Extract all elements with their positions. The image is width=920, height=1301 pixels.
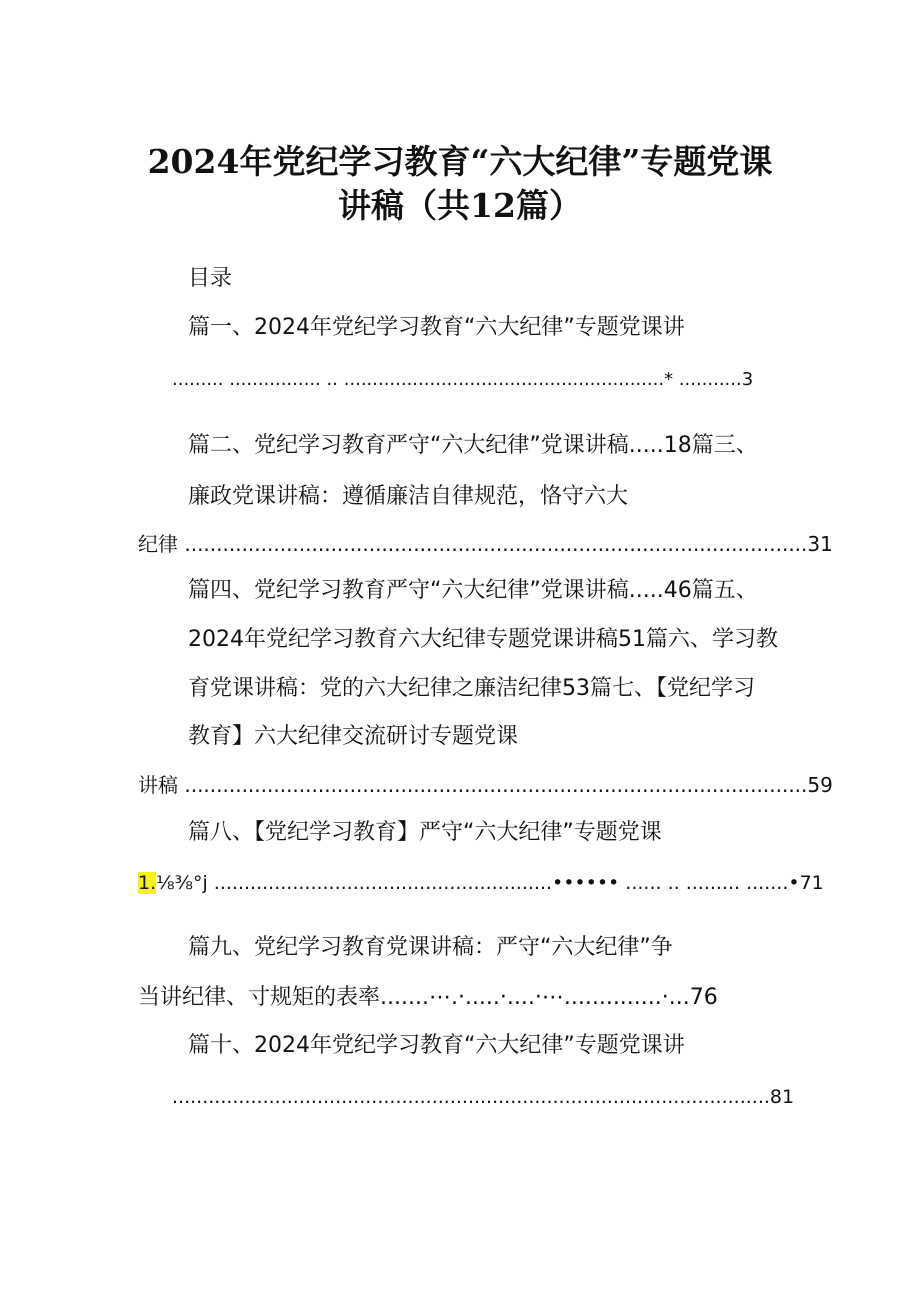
toc-line-7: 育党课讲稿：党的六大纪律之廉洁纪律53篇七、【党纪学习 bbox=[188, 676, 755, 701]
toc-line-13: 当讲纪律、寸规矩的表率.......⋯.·.....·....·⋯..............·...76 bbox=[138, 985, 718, 1010]
toc-line-10: 篇八、【党纪学习教育】严守“六大纪律”专题党课 bbox=[188, 820, 662, 845]
toc-line-11 bbox=[138, 868, 824, 898]
toc-dots-line-14: ...................................................................................................81 bbox=[172, 1086, 795, 1108]
document-title-line-1: 2024年党纪学习教育“六大纪律”专题党课 bbox=[147, 142, 773, 181]
toc-line-5: 篇四、党纪学习教育严守“六大纪律”党课讲稿.....46篇五、 bbox=[188, 578, 758, 603]
toc-line-12: 篇九、党纪学习教育党课讲稿：严守“六大纪律”争 bbox=[188, 935, 673, 960]
toc-line-1: 篇一、2024年党纪学习教育“六大纪律”专题党课讲 bbox=[188, 315, 685, 340]
toc-line-2: 篇二、党纪学习教育严守“六大纪律”党课讲稿.....18篇三、 bbox=[188, 433, 758, 458]
toc-dots-line-1: ......... ................ .. ........................................................* ...........3 bbox=[172, 369, 754, 390]
toc-line-6: 2024年党纪学习教育六大纪律专题党课讲稿51篇六、学习教 bbox=[188, 627, 778, 652]
highlighted-number: 1. bbox=[138, 872, 157, 894]
toc-line-4: 纪律 ..................................................................................................31 bbox=[138, 532, 833, 556]
toc-heading: 目录 bbox=[188, 266, 233, 291]
toc-line-9: 讲稿 ..................................................................................................59 bbox=[138, 773, 833, 797]
document-title-line-2: 讲稿（共12篇） bbox=[338, 186, 582, 225]
toc-line-14: 篇十、2024年党纪学习教育“六大纪律”专题党课讲 bbox=[188, 1033, 685, 1058]
toc-line-3: 廉政党课讲稿：遵循廉洁自律规范，恪守六大 bbox=[188, 484, 629, 509]
toc-dots-line-11: ........................................................•••••• ...... .. ......... .......•71 bbox=[207, 872, 824, 894]
garbled-text: ⅛⅜°j bbox=[156, 872, 208, 894]
toc-line-8: 教育】六大纪律交流研讨专题党课 bbox=[188, 724, 519, 749]
